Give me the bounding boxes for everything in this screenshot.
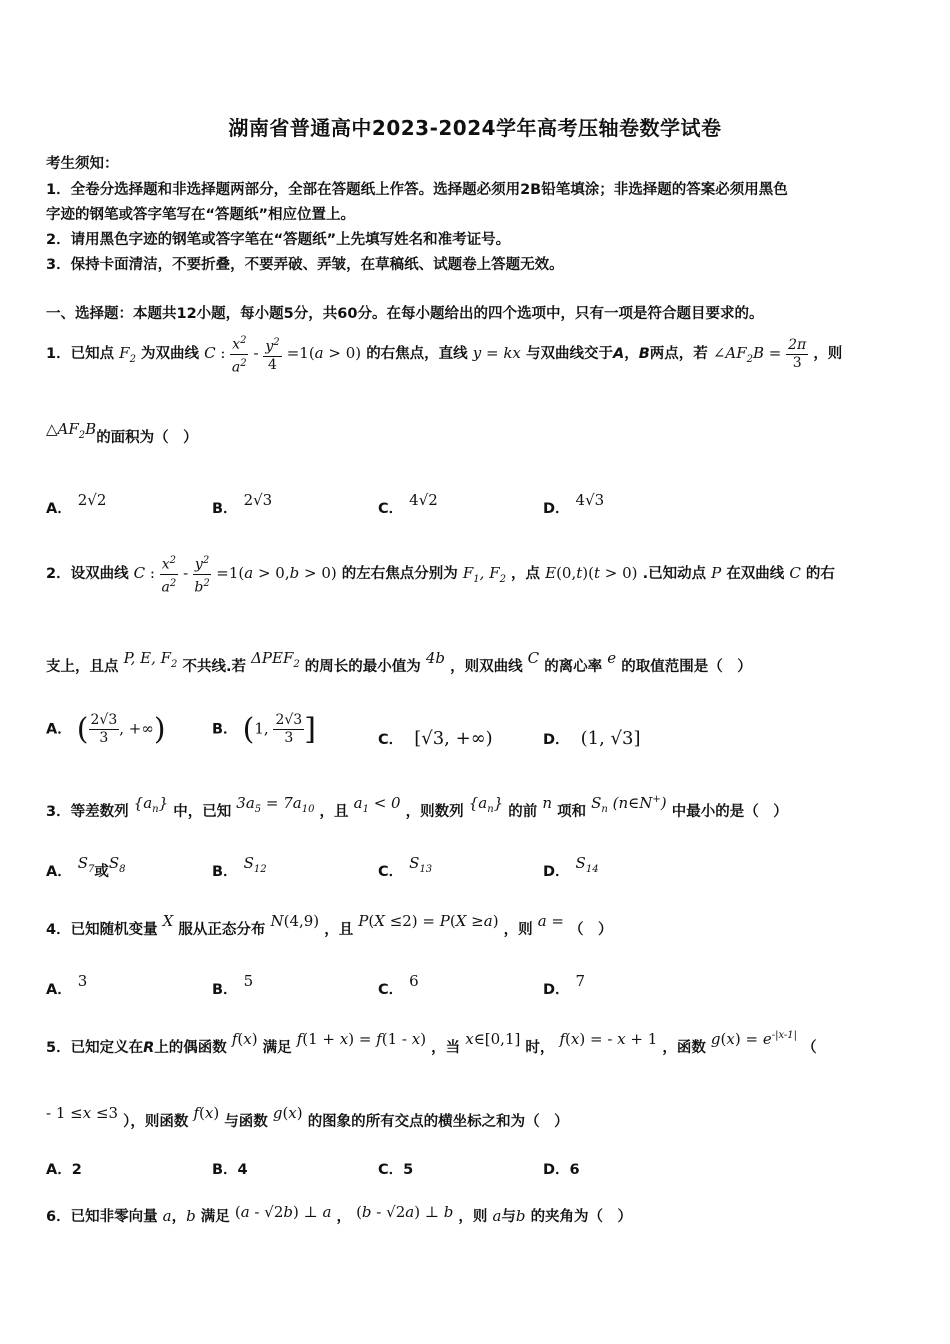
notice-item: 字迹的钢笔或答字笔写在“答题纸”相应位置上。	[46, 207, 356, 223]
question-3-line-1: 3．等差数列 $\{a_n\}$ 中，已知 $3a_5 = 7a_{10}$ ，且 $a_1 < 0$ ，则数列 $\{a_n\}$ 的前 n 项和 $S_n$ (n∈N+) 中最小的是（ ）	[46, 794, 788, 820]
q2-option-d[interactable]: D． (1, √3]	[543, 728, 641, 749]
question-2-line-1: 2．设双曲线 C : $\frac{x^2}{a^2}$ - $\frac{y^2}{b^2}$ =1(a > 0,b > 0) 的左右焦点分别为 $F_1$, $F_2$ ，点 E(0,t)(t > 0) .已知动点 P 在双曲线 C 的右	[46, 552, 835, 596]
q4-option-b[interactable]: B． 5	[212, 972, 254, 998]
q4-option-a[interactable]: A． 3	[46, 972, 88, 998]
q2-option-a[interactable]: A． ( $\frac{2√3}{3}$ , +∞)	[46, 712, 166, 747]
notice-heading: 考生须知：	[46, 156, 119, 172]
q5-option-c[interactable]: C．5	[378, 1162, 414, 1178]
q3-option-d[interactable]: D． $S_{14}$	[543, 854, 599, 880]
notice-item: 2．请用黑色字迹的钢笔或答字笔在“答题纸”上先填写姓名和准考证号。	[46, 232, 511, 248]
question-1-line-1: 1．已知点 $F_2$ 为双曲线 C : $\frac{x^2}{a^2}$ - $\frac{y^2}{4}$ =1(a > 0) 的右焦点，直线 y = kx 与双曲线交于A，B两点，若 $\angle AF_2B$ = $\frac{2\pi}{3}$ ，则	[46, 332, 842, 376]
notice-item: 1．全卷分选择题和非选择题两部分，全部在答题纸上作答。选择题必须用2B铅笔填涂；非选择题的答案必须用黑色	[46, 182, 788, 198]
q1-option-c[interactable]: C． 4√2	[378, 491, 438, 517]
q5-option-d[interactable]: D．6	[543, 1162, 580, 1178]
q3-option-a[interactable]: A． $S_7$或$S_8$	[46, 854, 126, 880]
question-5-line-2: - 1 ≤x ≤3 ），则函数 f(x) 与函数 g(x) 的图象的所有交点的横坐标之和为（ ）	[46, 1104, 569, 1130]
question-2-line-2: 支上，且点 P, E, $F_2$ 不共线.若 $\Delta PEF_2$ 的周长的最小值为 4b ，则双曲线 C 的离心率 e 的取值范围是（ ）	[46, 649, 752, 675]
q4-option-d[interactable]: D． 7	[543, 972, 586, 998]
q5-option-b[interactable]: B．4	[212, 1162, 248, 1178]
q3-option-c[interactable]: C． $S_{13}$	[378, 854, 433, 880]
q5-option-a[interactable]: A．2	[46, 1162, 82, 1178]
q3-option-b[interactable]: B． $S_{12}$	[212, 854, 267, 880]
q4-option-c[interactable]: C． 6	[378, 972, 419, 998]
question-1-line-2: $\triangle AF_2B$的面积为（ ）	[46, 420, 198, 446]
question-5-line-1: 5．已知定义在R上的偶函数 f(x) 满足 f(1 + x) = f(1 - x) ，当 x∈[0,1] 时， f(x) = - x + 1 ，函数 $g(x) = e^{-|x-1|}$ （	[46, 1030, 817, 1056]
q1-option-d[interactable]: D． 4√3	[543, 491, 605, 517]
q2-option-b[interactable]: B． (1, $\frac{2√3}{3}$ ]	[212, 712, 316, 747]
section-heading: 一、选择题：本题共12小题，每小题5分，共60分。在每小题给出的四个选项中，只有一项是符合题目要求的。	[46, 306, 764, 322]
q2-option-c[interactable]: C． [√3, +∞)	[378, 728, 493, 749]
q1-option-a[interactable]: A． 2√2	[46, 491, 107, 517]
question-4-line-1: 4．已知随机变量 X 服从正态分布 N(4,9) ，且 P(X ≤2) = P(X ≥a) ，则 a = （ ）	[46, 912, 613, 938]
question-6-line-1: 6．已知非零向量 a，b 满足 (a - √2b) ⊥ a ， (b - √2a) ⊥ b ，则 a与b 的夹角为（ ）	[46, 1203, 633, 1225]
page-title: 湖南省普通高中2023-2024学年高考压轴卷数学试卷	[228, 116, 722, 140]
notice-item: 3．保持卡面清洁，不要折叠，不要弄破、弄皱，在草稿纸、试题卷上答题无效。	[46, 257, 564, 273]
q1-option-b[interactable]: B． 2√3	[212, 491, 273, 517]
